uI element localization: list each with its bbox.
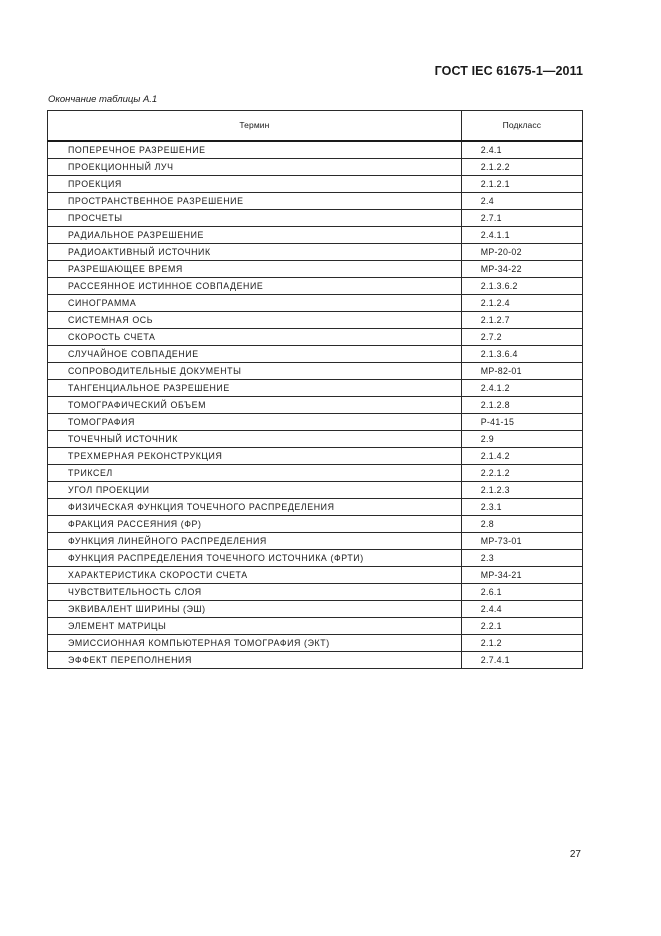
clause-cell: Р-41-15: [461, 414, 582, 431]
clause-cell: МР-73-01: [461, 533, 582, 550]
term-cell: ЭКВИВАЛЕНТ ШИРИНЫ (ЭШ): [48, 601, 462, 618]
clause-cell: 2.1.2.7: [461, 312, 582, 329]
term-cell: ТРИКСЕЛ: [48, 465, 462, 482]
clause-cell: МР-34-21: [461, 567, 582, 584]
term-cell: ФРАКЦИЯ РАССЕЯНИЯ (ФР): [48, 516, 462, 533]
term-cell: ЭМИССИОННАЯ КОМПЬЮТЕРНАЯ ТОМОГРАФИЯ (ЭКТ): [48, 635, 462, 652]
table-caption: Окончание таблицы А.1: [48, 94, 158, 105]
clause-cell: 2.1.2.2: [461, 159, 582, 176]
term-cell: ТРЕХМЕРНАЯ РЕКОНСТРУКЦИЯ: [48, 448, 462, 465]
clause-cell: 2.4: [461, 193, 582, 210]
clause-cell: 2.3.1: [461, 499, 582, 516]
table-row: [48, 567, 583, 584]
table-row: [48, 380, 583, 397]
term-cell: ПОПЕРЕЧНОЕ РАЗРЕШЕНИЕ: [48, 141, 462, 159]
table-row: [48, 584, 583, 601]
term-cell: СИСТЕМНАЯ ОСЬ: [48, 312, 462, 329]
page-number: 27: [569, 849, 581, 860]
table-row: [48, 618, 583, 635]
term-cell: ФИЗИЧЕСКАЯ ФУНКЦИЯ ТОЧЕЧНОГО РАСПРЕДЕЛЕНИЯ: [48, 499, 462, 516]
table-row: [48, 295, 583, 312]
document-code: ГОСТ IEC 61675-1—2011: [434, 64, 583, 78]
term-cell: СКОРОСТЬ СЧЕТА: [48, 329, 462, 346]
table-row: [48, 482, 583, 499]
term-cell: РАДИАЛЬНОЕ РАЗРЕШЕНИЕ: [48, 227, 462, 244]
clause-cell: 2.7.4.1: [461, 652, 582, 669]
column-header-term: Термин: [48, 111, 462, 142]
term-cell: ЭФФЕКТ ПЕРЕПОЛНЕНИЯ: [48, 652, 462, 669]
clause-cell: 2.1.3.6.4: [461, 346, 582, 363]
term-cell: УГОЛ ПРОЕКЦИИ: [48, 482, 462, 499]
table-row: [48, 414, 583, 431]
clause-cell: МР-20-02: [461, 244, 582, 261]
term-cell: ПРОЕКЦИЯ: [48, 176, 462, 193]
clause-cell: 2.1.2.3: [461, 482, 582, 499]
clause-cell: 2.8: [461, 516, 582, 533]
term-cell: РАДИОАКТИВНЫЙ ИСТОЧНИК: [48, 244, 462, 261]
table-row: [48, 261, 583, 278]
table-row: [48, 244, 583, 261]
clause-cell: 2.1.2.4: [461, 295, 582, 312]
term-cell: ПРОЕКЦИОННЫЙ ЛУЧ: [48, 159, 462, 176]
term-cell: ТОМОГРАФИЯ: [48, 414, 462, 431]
table-header-row: [48, 111, 583, 142]
table-body: [48, 141, 583, 669]
clause-cell: 2.7.2: [461, 329, 582, 346]
table-row: [48, 176, 583, 193]
term-cell: ЧУВСТВИТЕЛЬНОСТЬ СЛОЯ: [48, 584, 462, 601]
clause-cell: 2.2.1.2: [461, 465, 582, 482]
clause-cell: 2.4.4: [461, 601, 582, 618]
table-row: [48, 210, 583, 227]
table-row: [48, 431, 583, 448]
table-row: [48, 312, 583, 329]
table-row: [48, 159, 583, 176]
table-row: [48, 363, 583, 380]
table-row: [48, 346, 583, 363]
term-cell: РАССЕЯННОЕ ИСТИННОЕ СОВПАДЕНИЕ: [48, 278, 462, 295]
term-cell: ЭЛЕМЕНТ МАТРИЦЫ: [48, 618, 462, 635]
clause-cell: 2.7.1: [461, 210, 582, 227]
term-cell: ФУНКЦИЯ ЛИНЕЙНОГО РАСПРЕДЕЛЕНИЯ: [48, 533, 462, 550]
clause-cell: 2.1.2.8: [461, 397, 582, 414]
term-cell: РАЗРЕШАЮЩЕЕ ВРЕМЯ: [48, 261, 462, 278]
clause-cell: 2.1.2.1: [461, 176, 582, 193]
term-cell: СИНОГРАММА: [48, 295, 462, 312]
term-cell: ТАНГЕНЦИАЛЬНОЕ РАЗРЕШЕНИЕ: [48, 380, 462, 397]
term-cell: СЛУЧАЙНОЕ СОВПАДЕНИЕ: [48, 346, 462, 363]
table-row: [48, 550, 583, 567]
clause-cell: 2.1.4.2: [461, 448, 582, 465]
table-row: [48, 141, 583, 159]
table-row: [48, 499, 583, 516]
clause-cell: МР-82-01: [461, 363, 582, 380]
table-row: [48, 635, 583, 652]
table-row: [48, 397, 583, 414]
clause-cell: 2.1.3.6.2: [461, 278, 582, 295]
table-row: [48, 652, 583, 669]
term-cell: ФУНКЦИЯ РАСПРЕДЕЛЕНИЯ ТОЧЕЧНОГО ИСТОЧНИКА (ФРТИ): [48, 550, 462, 567]
term-cell: ПРОСЧЕТЫ: [48, 210, 462, 227]
table-row: [48, 601, 583, 618]
clause-cell: 2.4.1.1: [461, 227, 582, 244]
term-cell: ХАРАКТЕРИСТИКА СКОРОСТИ СЧЕТА: [48, 567, 462, 584]
clause-cell: 2.6.1: [461, 584, 582, 601]
clause-cell: 2.2.1: [461, 618, 582, 635]
term-cell: СОПРОВОДИТЕЛЬНЫЕ ДОКУМЕНТЫ: [48, 363, 462, 380]
table-row: [48, 516, 583, 533]
table-row: [48, 329, 583, 346]
clause-cell: 2.4.1.2: [461, 380, 582, 397]
table-row: [48, 465, 583, 482]
terms-table: [47, 110, 583, 669]
clause-cell: 2.9: [461, 431, 582, 448]
column-header-clause: Подкласс: [461, 111, 582, 142]
clause-cell: МР-34-22: [461, 261, 582, 278]
table-row: [48, 448, 583, 465]
table-row: [48, 278, 583, 295]
clause-cell: 2.1.2: [461, 635, 582, 652]
term-cell: ТОЧЕЧНЫЙ ИСТОЧНИК: [48, 431, 462, 448]
term-cell: ПРОСТРАНСТВЕННОЕ РАЗРЕШЕНИЕ: [48, 193, 462, 210]
table-row: [48, 533, 583, 550]
table-row: [48, 193, 583, 210]
term-cell: ТОМОГРАФИЧЕСКИЙ ОБЪЕМ: [48, 397, 462, 414]
table-row: [48, 227, 583, 244]
clause-cell: 2.3: [461, 550, 582, 567]
clause-cell: 2.4.1: [461, 141, 582, 159]
